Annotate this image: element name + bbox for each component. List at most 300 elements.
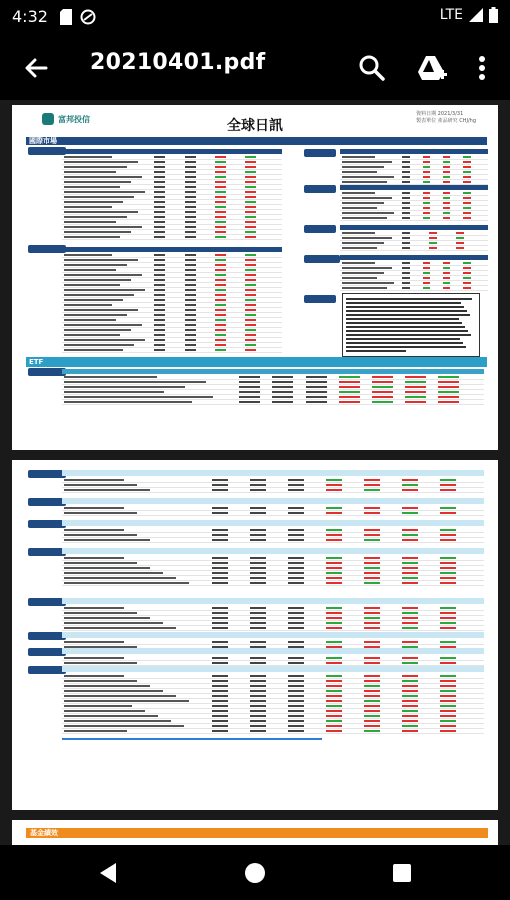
row-value-text — [288, 612, 304, 614]
row-label-text — [64, 279, 131, 281]
row-value-text — [364, 700, 380, 702]
table-header — [340, 185, 488, 190]
row-label-text — [342, 282, 394, 284]
row-label-text — [342, 166, 384, 168]
row-value-text — [154, 171, 165, 173]
row-label-text — [64, 627, 176, 629]
row-value-text — [185, 334, 196, 336]
row-value-text — [185, 314, 196, 316]
row-value-text — [245, 236, 256, 238]
row-value-text — [463, 161, 470, 163]
row-value-text — [423, 176, 430, 178]
row-value-text — [154, 294, 165, 296]
row-value-text — [440, 675, 456, 677]
row-value-text — [364, 507, 380, 509]
row-value-text — [463, 277, 470, 279]
row-label-text — [64, 171, 116, 173]
row-value-text — [402, 725, 418, 727]
row-value-text — [326, 641, 342, 643]
row-value-text — [326, 675, 342, 677]
row-value-text — [215, 299, 226, 301]
row-value-text — [185, 319, 196, 321]
row-label-text — [64, 386, 185, 388]
battery-icon — [489, 7, 498, 23]
row-value-text — [250, 725, 266, 727]
row-value-text — [185, 181, 196, 183]
commentary-line — [346, 338, 460, 340]
row-value-text — [215, 206, 226, 208]
row-value-text — [456, 237, 463, 239]
row-label-text — [64, 334, 120, 336]
row-value-text — [288, 725, 304, 727]
row-value-text — [250, 572, 266, 574]
row-value-text — [245, 231, 256, 233]
row-label-text — [64, 695, 176, 697]
row-value-text — [250, 641, 266, 643]
section-pill — [304, 185, 336, 193]
row-value-text — [405, 391, 426, 393]
row-value-text — [185, 299, 196, 301]
pdf-page-3 — [12, 820, 498, 845]
row-label-text — [64, 181, 131, 183]
row-value-text — [440, 582, 456, 584]
row-value-text — [185, 309, 196, 311]
section-pill — [28, 147, 66, 155]
row-value-text — [402, 232, 409, 234]
row-value-text — [288, 557, 304, 559]
row-value-text — [440, 700, 456, 702]
section-pill — [304, 149, 336, 157]
row-value-text — [440, 662, 456, 664]
table-header — [62, 598, 484, 604]
row-value-text — [154, 329, 165, 331]
row-value-text — [443, 202, 450, 204]
row-value-text — [212, 507, 228, 509]
row-value-text — [245, 206, 256, 208]
row-label-text — [64, 391, 164, 393]
row-label-text — [64, 314, 127, 316]
row-value-text — [405, 376, 426, 378]
row-value-text — [215, 186, 226, 188]
row-value-text — [364, 512, 380, 514]
row-value-text — [402, 161, 409, 163]
row-label-text — [64, 607, 124, 609]
row-label-text — [64, 539, 150, 541]
row-label-text — [64, 617, 150, 619]
section-pill — [28, 598, 66, 606]
row-value-text — [288, 685, 304, 687]
row-value-text — [215, 264, 226, 266]
row-value-text — [154, 279, 165, 281]
drive-add-icon[interactable] — [416, 52, 448, 84]
row-value-text — [212, 557, 228, 559]
row-value-text — [440, 641, 456, 643]
row-value-text — [245, 269, 256, 271]
row-value-text — [245, 349, 256, 351]
row-value-text — [185, 264, 196, 266]
row-value-text — [250, 622, 266, 624]
row-value-text — [288, 489, 304, 491]
row-value-text — [250, 582, 266, 584]
row-value-text — [402, 567, 418, 569]
network-type: LTE — [439, 7, 463, 23]
row-value-text — [402, 202, 409, 204]
row-value-text — [456, 247, 463, 249]
row-label-text — [342, 237, 392, 239]
row-value-text — [239, 396, 260, 398]
row-label-text — [64, 557, 124, 559]
row-value-text — [326, 529, 342, 531]
row-value-text — [440, 657, 456, 659]
row-value-text — [245, 181, 256, 183]
row-value-text — [212, 539, 228, 541]
row-value-text — [402, 507, 418, 509]
row-value-text — [402, 572, 418, 574]
row-value-text — [245, 299, 256, 301]
report-title: 全球日訊 — [227, 118, 283, 134]
row-value-text — [402, 534, 418, 536]
row-value-text — [443, 171, 450, 173]
row-value-text — [326, 567, 342, 569]
row-value-text — [239, 376, 260, 378]
row-label-text — [64, 396, 213, 398]
row-value-text — [402, 539, 418, 541]
commentary-line — [346, 306, 464, 308]
row-value-text — [215, 349, 226, 351]
row-value-text — [288, 715, 304, 717]
row-label-text — [342, 267, 392, 269]
report-meta: 資料日期 2021/3/31 製表單位 產品研究 CHJ/hg — [416, 111, 476, 124]
row-value-text — [215, 196, 226, 198]
row-value-text — [185, 166, 196, 168]
row-value-text — [402, 192, 409, 194]
row-value-text — [245, 226, 256, 228]
row-value-text — [402, 622, 418, 624]
row-label-text — [342, 176, 394, 178]
row-label-text — [64, 216, 127, 218]
more-vert-icon[interactable] — [466, 52, 498, 84]
row-value-text — [402, 484, 418, 486]
row-value-text — [440, 484, 456, 486]
nav-recents-icon[interactable] — [386, 857, 418, 889]
row-value-text — [212, 479, 228, 481]
row-value-text — [288, 680, 304, 682]
row-value-text — [272, 386, 293, 388]
row-label-text — [64, 349, 123, 351]
row-value-text — [429, 237, 436, 239]
row-value-text — [423, 287, 430, 289]
table-row — [340, 246, 488, 251]
arrow-back-icon[interactable] — [20, 52, 52, 84]
row-value-text — [326, 507, 342, 509]
row-value-text — [288, 662, 304, 664]
row-value-text — [339, 401, 360, 403]
row-value-text — [215, 274, 226, 276]
commentary-line — [346, 342, 463, 344]
row-value-text — [402, 662, 418, 664]
row-value-text — [443, 192, 450, 194]
row-value-text — [154, 186, 165, 188]
row-value-text — [402, 562, 418, 564]
row-value-text — [402, 529, 418, 531]
row-value-text — [272, 391, 293, 393]
row-label-text — [342, 207, 377, 209]
row-value-text — [405, 386, 426, 388]
row-label-text — [64, 710, 145, 712]
row-label-text — [64, 720, 171, 722]
row-value-text — [326, 479, 342, 481]
row-value-text — [326, 534, 342, 536]
row-label-text — [64, 211, 138, 213]
row-value-text — [250, 612, 266, 614]
row-value-text — [463, 156, 470, 158]
row-label-text — [64, 166, 127, 168]
row-value-text — [185, 201, 196, 203]
row-label-text — [342, 181, 387, 183]
row-value-text — [440, 534, 456, 536]
row-value-text — [463, 287, 470, 289]
row-value-text — [245, 176, 256, 178]
commentary-line — [346, 346, 466, 348]
row-value-text — [154, 231, 165, 233]
row-value-text — [440, 479, 456, 481]
table-row — [62, 235, 282, 240]
row-value-text — [215, 279, 226, 281]
row-value-text — [440, 567, 456, 569]
row-value-text — [154, 259, 165, 261]
row-value-text — [402, 710, 418, 712]
section-pill — [28, 520, 66, 528]
row-value-text — [215, 191, 226, 193]
row-value-text — [245, 211, 256, 213]
row-value-text — [326, 662, 342, 664]
row-value-text — [423, 262, 430, 264]
row-value-text — [364, 557, 380, 559]
row-value-text — [372, 386, 393, 388]
row-value-text — [154, 334, 165, 336]
row-value-text — [326, 489, 342, 491]
row-value-text — [402, 641, 418, 643]
row-label-text — [342, 197, 392, 199]
row-value-text — [154, 201, 165, 203]
row-value-text — [364, 725, 380, 727]
row-value-text — [364, 572, 380, 574]
row-value-text — [288, 512, 304, 514]
row-value-text — [215, 216, 226, 218]
row-value-text — [250, 539, 266, 541]
row-value-text — [245, 309, 256, 311]
row-value-text — [372, 381, 393, 383]
row-value-text — [463, 176, 470, 178]
row-value-text — [250, 657, 266, 659]
row-value-text — [364, 695, 380, 697]
row-value-text — [423, 156, 430, 158]
row-value-text — [288, 730, 304, 732]
row-value-text — [339, 381, 360, 383]
commentary-line — [346, 318, 459, 320]
table-row — [62, 511, 484, 516]
row-value-text — [423, 272, 430, 274]
table-row — [62, 581, 484, 586]
row-value-text — [402, 277, 409, 279]
row-value-text — [185, 221, 196, 223]
row-value-text — [443, 267, 450, 269]
row-value-text — [440, 617, 456, 619]
row-value-text — [245, 319, 256, 321]
commentary-line — [346, 302, 461, 304]
row-value-text — [364, 675, 380, 677]
nav-home-icon[interactable] — [239, 857, 271, 889]
row-value-text — [443, 282, 450, 284]
row-label-text — [64, 715, 158, 717]
row-value-text — [364, 577, 380, 579]
row-value-text — [364, 715, 380, 717]
row-value-text — [250, 562, 266, 564]
row-value-text — [245, 254, 256, 256]
row-value-text — [364, 705, 380, 707]
row-value-text — [288, 657, 304, 659]
status-time: 4:32 — [12, 7, 48, 26]
row-value-text — [423, 207, 430, 209]
row-value-text — [326, 685, 342, 687]
row-value-text — [154, 196, 165, 198]
row-value-text — [402, 512, 418, 514]
commentary-line — [346, 350, 406, 352]
row-value-text — [245, 344, 256, 346]
row-value-text — [212, 622, 228, 624]
row-label-text — [342, 171, 377, 173]
row-value-text — [154, 221, 165, 223]
row-value-text — [185, 304, 196, 306]
row-label-text — [64, 512, 137, 514]
section-pill — [28, 498, 66, 506]
row-value-text — [364, 627, 380, 629]
row-value-text — [212, 489, 228, 491]
row-value-text — [212, 577, 228, 579]
row-label-text — [342, 247, 377, 249]
row-value-text — [440, 539, 456, 541]
row-value-text — [250, 710, 266, 712]
row-value-text — [463, 272, 470, 274]
row-value-text — [154, 254, 165, 256]
data-saver-icon — [80, 9, 96, 25]
footnote-line — [62, 738, 322, 740]
section-pill — [28, 548, 66, 556]
row-value-text — [215, 201, 226, 203]
row-value-text — [245, 274, 256, 276]
row-value-text — [306, 391, 327, 393]
row-label-text — [64, 201, 123, 203]
section-pill — [304, 225, 336, 233]
row-value-text — [212, 572, 228, 574]
row-value-text — [423, 267, 430, 269]
row-value-text — [154, 191, 165, 193]
row-value-text — [245, 156, 256, 158]
row-label-text — [342, 272, 384, 274]
row-value-text — [306, 401, 327, 403]
row-value-text — [423, 181, 430, 183]
row-label-text — [64, 304, 112, 306]
search-icon[interactable] — [356, 52, 388, 84]
commentary-line — [346, 334, 471, 336]
row-value-text — [402, 267, 409, 269]
signal-icon — [469, 8, 483, 22]
row-value-text — [288, 479, 304, 481]
row-value-text — [364, 484, 380, 486]
row-value-text — [250, 685, 266, 687]
row-value-text — [215, 176, 226, 178]
row-value-text — [185, 274, 196, 276]
row-value-text — [463, 166, 470, 168]
row-label-text — [64, 685, 150, 687]
row-value-text — [326, 680, 342, 682]
row-value-text — [402, 730, 418, 732]
row-value-text — [440, 725, 456, 727]
row-value-text — [402, 282, 409, 284]
row-value-text — [364, 685, 380, 687]
row-label-text — [64, 206, 112, 208]
row-value-text — [405, 401, 426, 403]
pdf-viewer[interactable] — [0, 100, 510, 845]
row-value-text — [326, 484, 342, 486]
row-label-text — [64, 582, 189, 584]
row-value-text — [245, 196, 256, 198]
commentary-line — [346, 310, 467, 312]
row-value-text — [154, 284, 165, 286]
row-value-text — [215, 161, 226, 163]
row-label-text — [342, 202, 384, 204]
row-label-text — [64, 269, 116, 271]
row-value-text — [443, 212, 450, 214]
row-value-text — [364, 710, 380, 712]
row-value-text — [402, 207, 409, 209]
row-value-text — [288, 534, 304, 536]
row-value-text — [364, 562, 380, 564]
row-value-text — [326, 710, 342, 712]
row-value-text — [402, 690, 418, 692]
row-value-text — [154, 289, 165, 291]
row-value-text — [402, 176, 409, 178]
row-value-text — [215, 211, 226, 213]
row-label-text — [64, 401, 192, 403]
row-value-text — [438, 381, 459, 383]
row-value-text — [245, 259, 256, 261]
row-value-text — [245, 289, 256, 291]
row-value-text — [212, 690, 228, 692]
row-value-text — [272, 376, 293, 378]
row-value-text — [185, 176, 196, 178]
row-value-text — [212, 582, 228, 584]
section-pill — [28, 470, 66, 478]
row-label-text — [64, 284, 120, 286]
nav-back-icon[interactable] — [92, 857, 124, 889]
row-value-text — [443, 176, 450, 178]
row-value-text — [215, 329, 226, 331]
row-value-text — [440, 680, 456, 682]
row-value-text — [215, 319, 226, 321]
row-label-text — [64, 567, 150, 569]
commentary-line — [346, 314, 470, 316]
row-value-text — [212, 680, 228, 682]
row-value-text — [154, 211, 165, 213]
row-value-text — [288, 572, 304, 574]
row-value-text — [463, 171, 470, 173]
row-value-text — [185, 329, 196, 331]
status-bar — [0, 0, 510, 34]
row-value-text — [443, 197, 450, 199]
row-value-text — [245, 191, 256, 193]
row-value-text — [440, 507, 456, 509]
